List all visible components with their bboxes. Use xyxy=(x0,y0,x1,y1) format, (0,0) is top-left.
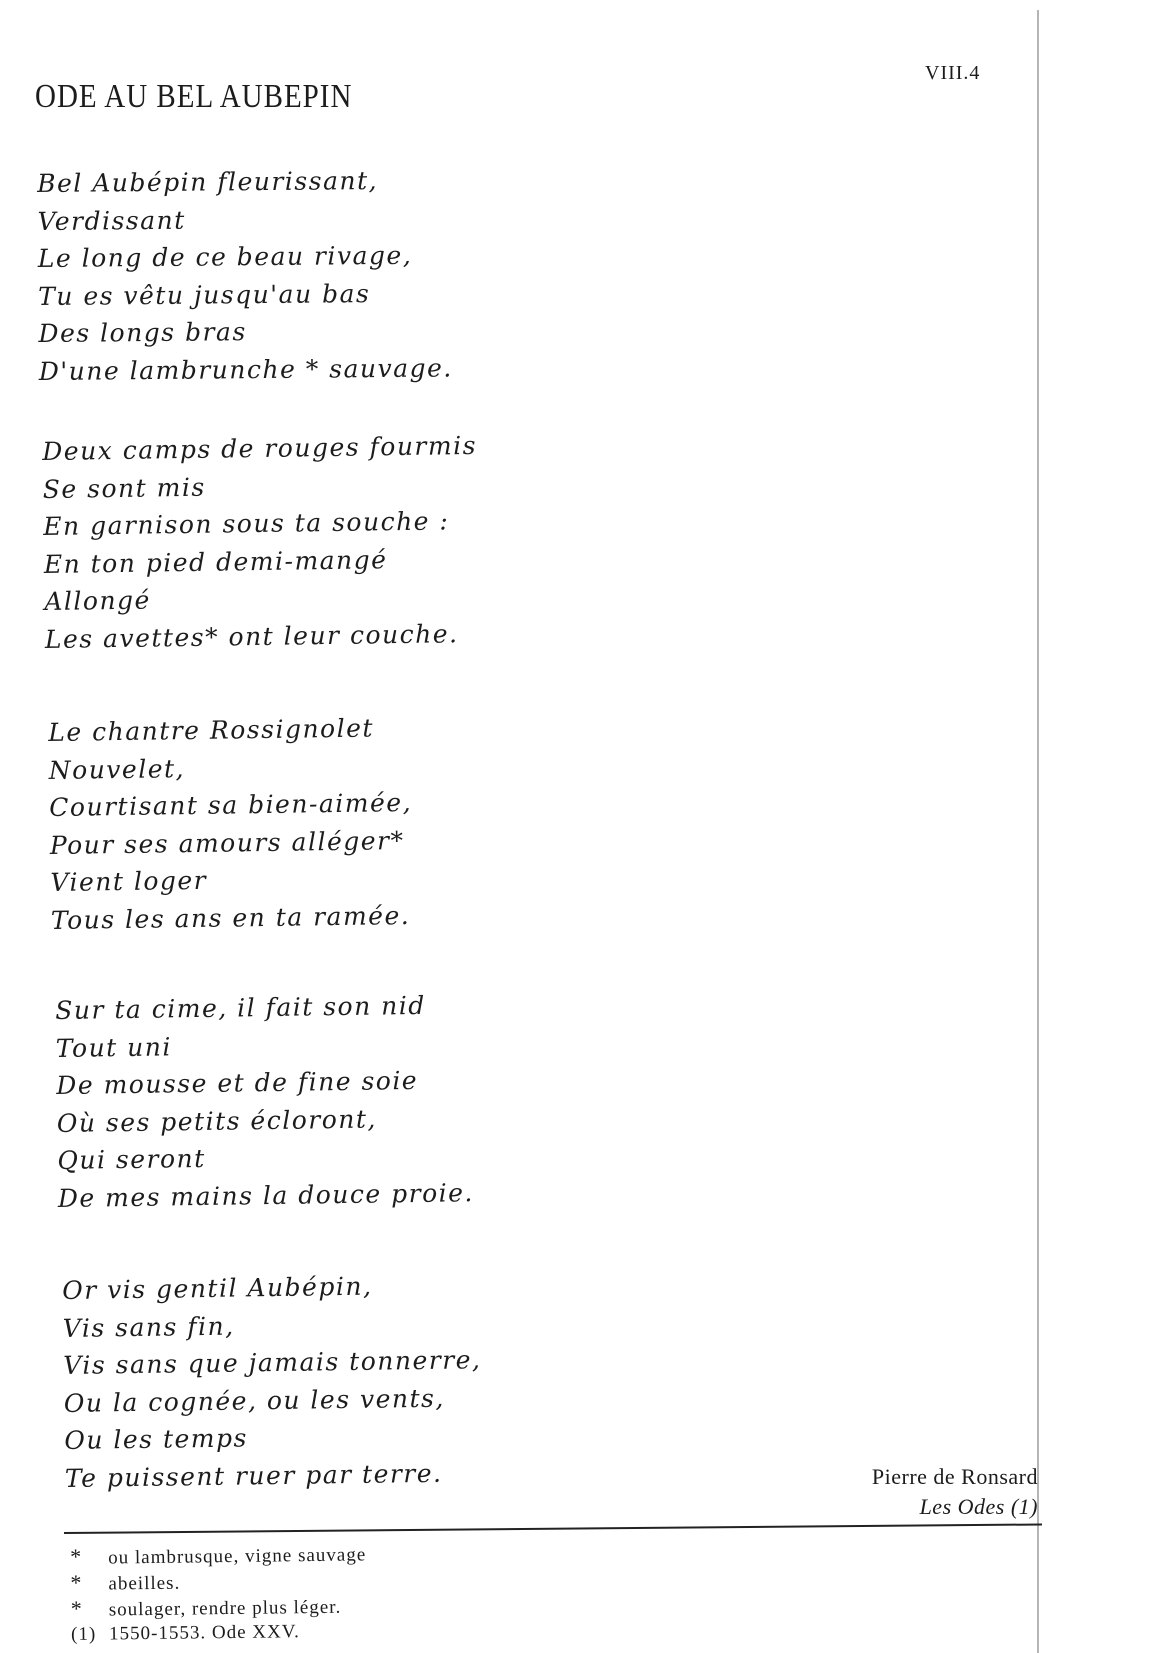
verse-line: Verdissant xyxy=(37,205,186,236)
verse-line: Vient loger xyxy=(50,865,208,897)
verse-line: D'une lambrunche * sauvage. xyxy=(38,352,453,386)
page-edge-line xyxy=(1037,10,1039,1653)
verse-line: Or vis gentil Aubépin, xyxy=(62,1271,373,1305)
page-reference: VIII.4 xyxy=(925,62,981,84)
author-name: Pierre de Ronsard xyxy=(871,1464,1038,1489)
stanza-1 xyxy=(37,161,453,390)
footnote xyxy=(70,1541,366,1571)
stanza-4 xyxy=(55,986,474,1217)
verse-line: De mousse et de fine soie xyxy=(56,1065,419,1100)
verse-line: Te puissent ruer par terre. xyxy=(64,1458,443,1493)
verse-line: Bel Aubépin fleurissant, xyxy=(37,166,379,198)
verse-line: Ou la cognée, ou les vents, xyxy=(63,1383,446,1418)
verse-line: Vis sans que jamais tonnerre, xyxy=(63,1345,482,1380)
footnote-mark: * xyxy=(69,1543,83,1569)
poem-title: ODE AU BEL AUBEPIN xyxy=(35,78,353,115)
verse-line: Où ses petits écloront, xyxy=(56,1104,378,1138)
footnote-mark: (1) xyxy=(70,1623,97,1645)
verse-line: Tous les ans en ta ramée. xyxy=(50,900,411,935)
footnote-text: abeilles. xyxy=(108,1572,181,1595)
verse-line: En garnison sous ta souche : xyxy=(43,506,450,541)
verse-line: Pour ses amours alléger* xyxy=(49,825,405,860)
verse-line: Sur ta cime, il fait son nid xyxy=(55,990,426,1025)
footnote xyxy=(71,1619,367,1647)
stanza-5 xyxy=(62,1266,483,1497)
verse-line: De mes mains la douce proie. xyxy=(57,1177,475,1213)
verse-line: Tout uni xyxy=(55,1031,173,1063)
verse-line: Nouvelet, xyxy=(48,753,186,785)
verse-line: Les avettes* ont leur couche. xyxy=(44,618,459,654)
footnote xyxy=(71,1593,367,1623)
stanza-2 xyxy=(42,427,480,658)
verse-line: En ton pied demi-mangé xyxy=(43,544,388,579)
verse-line: Le long de ce beau rivage, xyxy=(37,240,413,273)
verse-line: Des longs bras xyxy=(38,317,247,348)
attribution xyxy=(872,1462,1038,1522)
verse-line: Tu es vêtu jusqu'au bas xyxy=(38,278,371,311)
verse-line: Se sont mis xyxy=(42,472,206,504)
footnote-divider xyxy=(64,1523,1042,1534)
footnote-text: soulager, rendre plus léger. xyxy=(108,1596,342,1621)
footnote-text: ou lambrusque, vigne sauvage xyxy=(108,1544,367,1569)
verse-line: Courtisant sa bien-aimée, xyxy=(49,787,413,822)
stanza-3 xyxy=(48,709,414,939)
verse-line: Deux camps de rouges fourmis xyxy=(42,430,478,466)
footnote xyxy=(70,1567,366,1597)
verse-line: Vis sans fin, xyxy=(62,1311,235,1343)
source-work: Les Odes (1) xyxy=(919,1494,1038,1519)
footnote-mark: * xyxy=(70,1595,83,1621)
verse-line: Allongé xyxy=(44,585,152,616)
footnotes xyxy=(70,1541,367,1647)
verse-line: Qui seront xyxy=(57,1143,206,1175)
verse-line: Le chantre Rossignolet xyxy=(48,713,375,747)
footnote-text: 1550-1553. Ode XXV. xyxy=(108,1621,300,1645)
verse-line: Ou les temps xyxy=(64,1423,249,1455)
footnote-mark: * xyxy=(70,1569,83,1595)
